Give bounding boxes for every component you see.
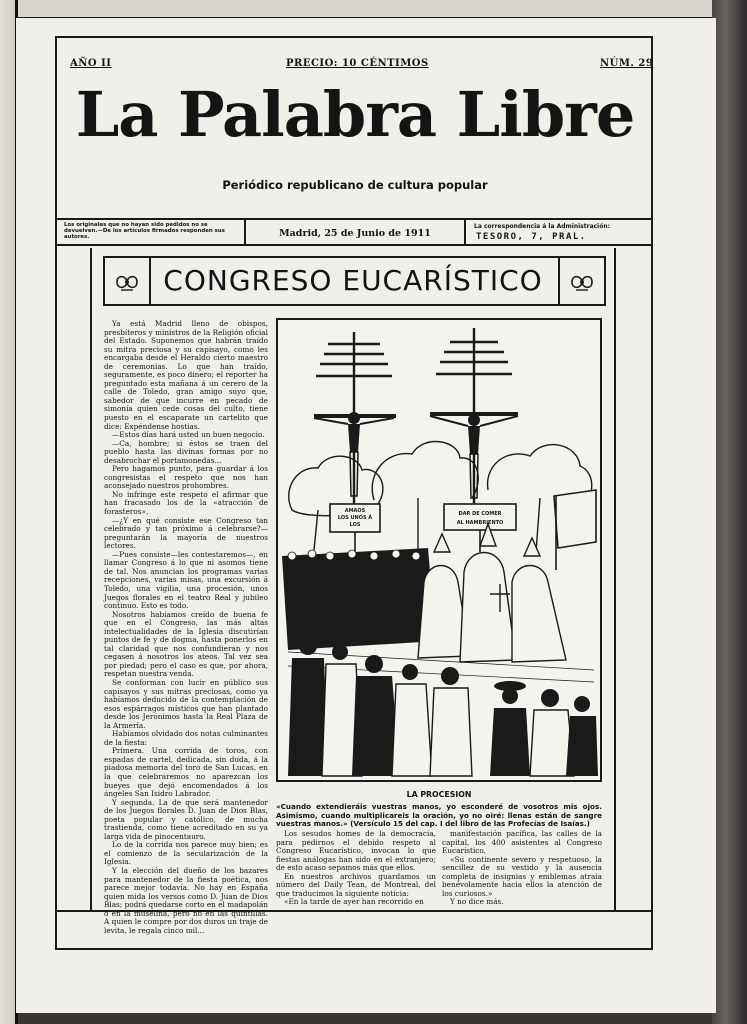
paragraph: «Su continente severo y respetuoso, la sencillez de su vestido y la ausencia completa de insignias y emblemas atraía benévolamente hacia ellos la atención de los curiosos.» <box>442 854 602 898</box>
masthead-subtitle: Periódico republicano de cultura popular <box>222 178 488 192</box>
paragraph: Los sesudos homes de la democracia, para pedirnos el debido respeto al Congreso Eucarístico, invocan lo que fiestas análogas han sido en el extranjero; de esto acaso sepamos más que ellos. <box>276 829 436 873</box>
issue-number: NÚM. 29 <box>600 58 654 69</box>
paragraph: Nosotros habíamos creído de buena fe que en el Congreso, las más altas intelectualidades de la Iglesia discutirían puntos de fe y de dogma, hasta ponerlos en tal claridad que nos confundieran y nos cegasen á nosotros los ateos. Tal vez sea por piedad; pero el caso es que, por ahora, respetan nuestra venda. <box>104 609 268 679</box>
masthead: La Palabra Libre <box>75 78 635 151</box>
banner-flag <box>554 490 596 570</box>
paragraph: Y la elección del dueño de los bazares para mantenedor de la fiesta poética, nos parece mejor todavía. No hay en España quien mida los versos como D. Juan de Dios Blas; podrá quedarse corto en el madapolán ó en la muselina, pero no en las quintillas. A quien le compre por dos duros un traje de levita, le regala cinco mil... <box>104 866 268 935</box>
column-rule <box>614 248 616 912</box>
bishops <box>418 524 566 662</box>
issue-price: PRECIO: 10 CÉNTIMOS <box>286 58 429 69</box>
fleuron-icon <box>115 272 139 292</box>
paragraph: manifestación pacífica, las calles de la capital, los 400 asistentes al Congreso Eucarístico. <box>442 829 602 856</box>
paragraph: Pero hagamos punto, para guardar á los congresistas el respeto que nos han aconsejado nuestros prohombres. <box>104 464 268 491</box>
article-column-1 <box>104 320 268 935</box>
fleuron-icon <box>570 272 594 292</box>
epigraph-quote: «Cuando extendieráis vuestras manos, yo esconderé de vosotros mis ojos. Asimismo, cuando multiplicareis la oración, yo no oiré: llenas están de sangre vuestras manos.» (Versículo 15 del cap. I del libro de las Profecías de Isaías.) <box>276 802 602 829</box>
sign-left-text: AMAOS LOS UNOS Á LOS <box>337 508 373 528</box>
paragraph: —Pues consiste—les contestaremos—, en llamar Congreso á lo que ni asomos tiene de tal. Nos anuncian los programas varias recepciones, varias misas, una excursión á Toledo, una vigilia, una procesión, unos Juegos florales en el teatro Real y jubileo continuo. Esto es todo. <box>104 549 268 611</box>
paragraph: —¿Y en qué consiste ese Congreso tan celebrado y tan próximo á celebrarse?—preguntarán la mayoría de nuestros lectores. <box>104 515 268 551</box>
paragraph: En nuestros archivos guardamos un número del Daily Tean, de Montreal, del que traducimos la siguiente noticia: <box>276 871 436 898</box>
page-top-edge <box>0 0 747 20</box>
paragraph: No infringe este respeto el afirmar que han fracasado los de la «atracción de forasteros». <box>104 489 268 517</box>
paragraph: «En la tarde de ayer han recorrido en <box>284 897 424 907</box>
issue-year: AÑO II <box>70 58 112 69</box>
paragraph: Y no dice más. <box>450 897 504 907</box>
paragraph: Se conforman con lucir en público sus capisayos y sus mitras preciosas, como ya habíamos deducido de la contemplación de esos espárragos místicos que han plantado desde los Jerónimos hasta la Real Plaza de la Armería. <box>104 677 268 730</box>
paragraph: —Ca, hombre; si éstos se traen del pueblo hasta las divinas formas por no desabrochar el portamonedas... <box>104 438 268 465</box>
rule <box>57 218 651 220</box>
administration-address: TESORO, 7, PRAL. <box>476 232 587 242</box>
article-banner <box>103 256 606 306</box>
article-column-3 <box>442 830 602 907</box>
rule <box>57 244 651 246</box>
rule <box>464 220 466 244</box>
article-title: CONGRESO EUCARÍSTICO <box>163 264 543 297</box>
paragraph: Ya está Madrid lleno de obispos, presbíteros y ministros de la Religión oficial del Estado. Suponemos que habrán traído su mitra preciosa y su capisayo, como les encargaba desde el Heraldo cierto maestro de ceremonias. Lo que han traído, seguramente, es poco dinero; el reporter ha preguntado esta mañana á un cerero de la calle de Toledo, gran amigo suyo que, sabedor de que incurre en pecado de simonía quien cede cosas del culto, tiene puesto en el escaparate un cartelito que dice: Expéndense hostias. <box>104 319 268 431</box>
dateline: Madrid, 25 de Junio de 1911 <box>279 228 431 239</box>
editorial-notice: Los originales que no hayan sido pedidos no se devuelven.—De los artículos firmados responden sus autores. <box>64 222 225 241</box>
paragraph: Habíamos olvidado dos notas culminantes de la fiesta: <box>104 729 268 747</box>
column-rule <box>90 248 92 912</box>
book-spine <box>712 0 747 1024</box>
article-column-2 <box>276 830 436 907</box>
cartoon-illustration <box>276 318 602 782</box>
paragraph: —Estos días hará usted un buen negocio. <box>112 430 265 440</box>
procession <box>282 548 434 650</box>
trees <box>289 442 592 552</box>
sign-right-text: DAR DE COMER AL HAMBRIENTO <box>456 511 504 526</box>
paragraph: Lo de la corrida nos parece muy bien; es el comienzo de la secularización de la Iglesia. <box>104 840 268 867</box>
banner-divider <box>149 258 151 304</box>
paragraph: Y segunda. La de que será mantenedor de los Juegos florales D. Juan de Dios Blas, poeta popular y católico, de mucha trastienda, como tiene acreditado en su ya larga vida de pinocentauro. <box>104 797 268 841</box>
banner-divider <box>558 258 560 304</box>
paragraph: Primera. Una corrida de toros, con espadas de cartel, dedicada, sin duda, á la piadosa memoria del toro de San Lucas, en la que celebraremos no aparezcan los bueyes que dejó encomendados á los ángeles San Isidro Labrador. <box>104 746 268 799</box>
correspondence-label: La correspondencia á la Administración: <box>474 223 611 230</box>
cartoon-caption: LA PROCESION <box>406 790 472 799</box>
